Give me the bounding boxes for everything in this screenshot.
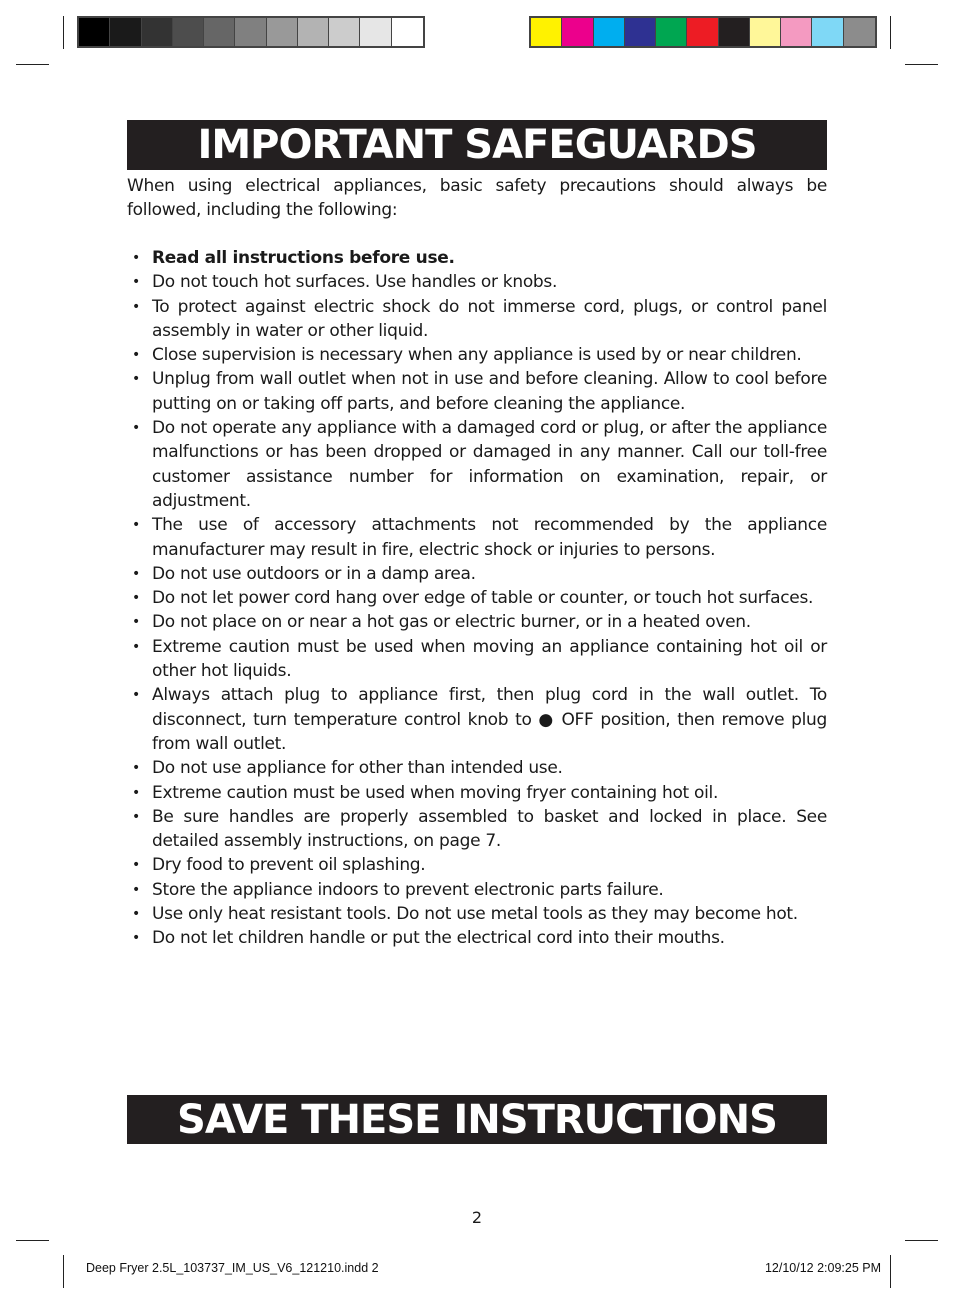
process-color-bar: [529, 16, 877, 48]
safeguard-item: [127, 513, 827, 562]
bullet-icon: •: [132, 614, 140, 631]
crop-mark: [63, 16, 64, 49]
safeguard-item: [127, 781, 827, 805]
safeguard-text: Store the appliance indoors to prevent electronic parts failure.: [152, 879, 664, 900]
intro-paragraph: When using electrical appliances, basic safety precautions should always be followed, including the following:: [127, 176, 827, 221]
color-swatch: [298, 18, 329, 46]
color-swatch: [750, 18, 781, 46]
crop-mark: [890, 16, 891, 49]
safeguard-text: Extreme caution must be used when moving fryer containing hot oil.: [152, 782, 719, 803]
page-title: IMPORTANT SAFEGUARDS: [127, 120, 827, 170]
safeguard-text: Do not place on or near a hot gas or electric burner, or in a heated oven.: [152, 612, 751, 633]
bullet-icon: •: [132, 638, 140, 655]
color-swatch: [173, 18, 204, 46]
safeguard-item: [127, 610, 827, 634]
bullet-icon: •: [132, 906, 140, 923]
bullet-icon: •: [132, 347, 140, 364]
crop-mark: [890, 1255, 891, 1288]
color-swatch: [142, 18, 173, 46]
color-swatch: [235, 18, 266, 46]
save-instructions-heading: SAVE THESE INSTRUCTIONS: [127, 1095, 827, 1144]
safeguard-item: [127, 878, 827, 902]
bullet-icon: •: [132, 784, 140, 801]
safeguard-text: Do not use outdoors or in a damp area.: [152, 563, 476, 584]
safeguard-item: [127, 902, 827, 926]
safeguard-item: [127, 586, 827, 610]
safeguard-text: Do not operate any appliance with a damaged cord or plug, or after the appliance malfunctions or has been dropped or damaged in any manner. Call our toll-free customer assistance number for information on examination, repair, or adjustment.: [152, 418, 827, 511]
safeguard-text: Use only heat resistant tools. Do not use metal tools as they may become hot.: [152, 904, 798, 925]
grayscale-color-bar: [77, 16, 425, 48]
safeguard-item: [127, 295, 827, 344]
safeguard-item: [127, 926, 827, 950]
color-swatch: [562, 18, 593, 46]
color-swatch: [329, 18, 360, 46]
safeguard-list: [127, 246, 827, 951]
bullet-icon: •: [132, 274, 140, 291]
safeguard-item: [127, 343, 827, 367]
safeguard-text: Unplug from wall outlet when not in use and before cleaning. Allow to cool before putting on or taking off parts, and before cleaning the appliance.: [152, 369, 827, 414]
bullet-icon: •: [132, 881, 140, 898]
safeguard-item: [127, 246, 827, 270]
safeguard-text: Do not touch hot surfaces. Use handles or knobs.: [152, 272, 558, 293]
safeguard-text: Do not use appliance for other than intended use.: [152, 758, 563, 779]
color-swatch: [625, 18, 656, 46]
bullet-icon: •: [132, 517, 140, 534]
slug-timestamp: 12/10/12 2:09:25 PM: [764, 1261, 881, 1275]
safeguard-text: The use of accessory attachments not recommended by the appliance manufacturer may result in fire, electric shock or injuries to persons.: [152, 515, 827, 560]
safeguard-text: Do not let power cord hang over edge of table or counter, or touch hot surfaces.: [152, 588, 814, 609]
safeguard-text: Dry food to prevent oil splashing.: [152, 855, 426, 876]
safeguard-item: [127, 416, 827, 513]
bullet-icon: •: [132, 565, 140, 582]
safeguard-item: [127, 270, 827, 294]
page-number: 2: [471, 1208, 483, 1227]
crop-mark: [16, 64, 49, 65]
bullet-icon: •: [132, 250, 140, 266]
color-swatch: [844, 18, 875, 46]
color-swatch: [687, 18, 718, 46]
color-swatch: [110, 18, 141, 46]
safeguard-item: [127, 367, 827, 416]
crop-mark: [16, 1240, 49, 1241]
bullet-icon: •: [132, 420, 140, 437]
safeguard-item: [127, 853, 827, 877]
safeguard-text: To protect against electric shock do not immerse cord, plugs, or control panel assembly in water or other liquid.: [152, 296, 827, 341]
bullet-icon: •: [132, 687, 140, 704]
slug-file-name: Deep Fryer 2.5L_103737_IM_US_V6_121210.indd 2: [86, 1261, 379, 1275]
safeguard-text: Close supervision is necessary when any appliance is used by or near children.: [152, 345, 802, 366]
safeguard-item: [127, 683, 827, 756]
safeguard-text: Extreme caution must be used when moving an appliance containing hot oil or other hot liquids.: [152, 636, 827, 682]
color-swatch: [594, 18, 625, 46]
safeguard-text: Be sure handles are properly assembled to basket and locked in place. See detailed assembly instructions, on page 7.: [152, 806, 827, 852]
bullet-icon: •: [132, 760, 140, 777]
color-swatch: [719, 18, 750, 46]
crop-mark: [905, 1240, 938, 1241]
safeguard-item: [127, 805, 827, 854]
color-swatch: [79, 18, 110, 46]
safeguard-item: [127, 635, 827, 684]
color-swatch: [267, 18, 298, 46]
bullet-icon: •: [132, 930, 140, 947]
safeguard-text: Do not let children handle or put the electrical cord into their mouths.: [152, 928, 725, 949]
safeguard-text: Read all instructions before use.: [152, 248, 455, 268]
bullet-icon: •: [132, 371, 140, 388]
color-swatch: [656, 18, 687, 46]
bullet-icon: •: [132, 808, 140, 825]
crop-mark: [63, 1255, 64, 1288]
color-swatch: [392, 18, 423, 46]
bullet-icon: •: [132, 590, 140, 607]
safeguard-item: [127, 756, 827, 780]
color-swatch: [360, 18, 391, 46]
bullet-icon: •: [132, 857, 140, 874]
safeguard-item: [127, 562, 827, 586]
color-swatch: [812, 18, 843, 46]
bullet-icon: •: [132, 298, 140, 315]
color-swatch: [531, 18, 562, 46]
color-swatch: [204, 18, 235, 46]
crop-mark: [905, 64, 938, 65]
safeguard-text: Always attach plug to appliance first, then plug cord in the wall outlet. To disconnect, turn temperature control knob to ● OFF position, then remove plug from wall outlet.: [152, 685, 827, 754]
color-swatch: [781, 18, 812, 46]
